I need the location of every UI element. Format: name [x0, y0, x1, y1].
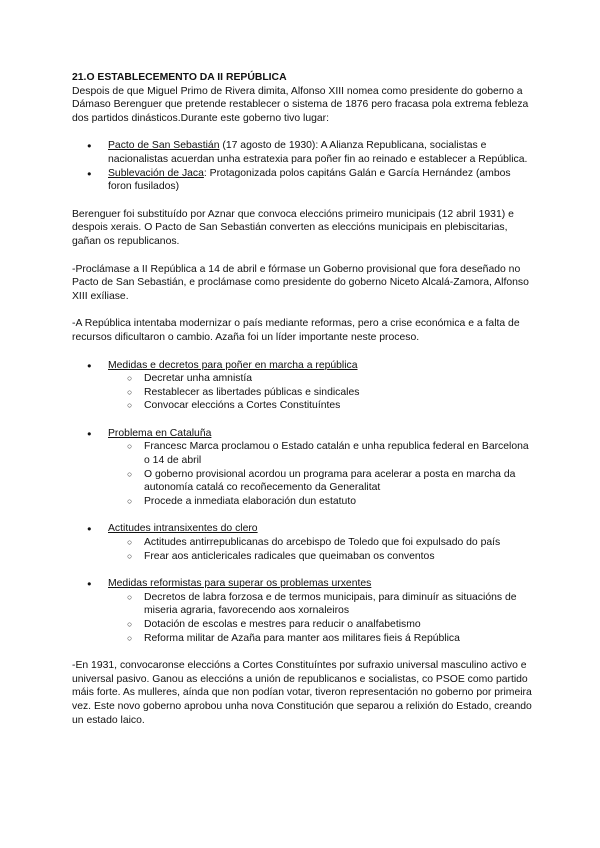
sub-list-item: ○ Frear aos anticlericales radicales que queimaban os conventos	[108, 550, 534, 564]
subitem-list	[108, 372, 534, 413]
elections-1931-paragraph: -En 1931, convocaronse eleccións a Cortes Constituíntes por sufraxio universal masculino activo e universal pasivo. Ganou as eleccións a unión de republicanos e socialistas, co PSOE como partido máis forte. As mulleres, aínda que non podían votar, tiveron representación no goberno por primeira vez. Este novo goberno aprobou unha nova Constitución que separou a relixión do Estado, creando un estado laico.	[72, 660, 532, 726]
sub-list-item: ○ Restablecer as libertades públicas e sindicales	[108, 386, 534, 400]
event-text: (17 agosto de 1930): A Alianza Republicana, socialistas e nacionalistas acuerdan unha estratexia para poñer fin ao reinado e establecer a República.	[108, 140, 528, 165]
section-item	[72, 577, 534, 645]
section-list	[72, 427, 534, 509]
section-heading: Medidas e decretos para poñer en marcha a república	[108, 359, 358, 371]
berenguer-paragraph: Berenguer foi substituído por Aznar que convoca eleccións primeiro municipais (12 abril 1931) e despois xerais. O Pacto de San Sebastián converten as eleccións municipais en plebiscitarias, gañan os republicanos.	[72, 208, 514, 247]
document-content	[72, 71, 534, 727]
page-title: 21.O ESTABLECEMENTO DA II REPÚBLICA	[72, 72, 287, 83]
subitem-list	[108, 440, 534, 508]
sub-list-item: ○ O goberno provisional acordou un programa para acelerar a posta en marcha da autonomía catalá co recoñecemento da Generalitat	[108, 468, 534, 495]
sub-list-item: ○ Reforma militar de Azaña para manter aos militares fieis á República	[108, 632, 534, 646]
event-text: : Protagonizada polos capitáns Galán e García Hernández (ambos foron fusilados)	[108, 167, 511, 193]
section-item	[72, 427, 534, 509]
section-list	[72, 522, 534, 563]
sub-list-item: ○ Decretar unha amnistía	[108, 372, 534, 386]
event-link: Pacto de San Sebastián	[108, 140, 220, 152]
section-item	[72, 359, 534, 413]
section-heading: Actitudes intransixentes do clero	[108, 523, 258, 535]
sub-list-item: ○ Decretos de labra forzosa e de termos municipais, para diminuír as situacións de miseria agraria, favorecendo aos xornaleiros	[108, 591, 534, 618]
sub-list-item: ○ Francesc Marca proclamou o Estado catalán e unha republica federal en Barcelona o 14 de abril	[108, 440, 534, 467]
sub-list-item: ○ Procede a inmediata elaboración dun estatuto	[108, 495, 534, 509]
proclamation-paragraph: -Proclámase a II República a 14 de abril e fórmase un Goberno provisional que fora deseñado no Pacto de San Sebastián, e proclámase como presidente do goberno Niceto Alcalá-Zamora, Alfonso XIII exíliase.	[72, 263, 529, 302]
list-item	[72, 167, 534, 194]
sub-list-item: ○ Convocar eleccións a Cortes Constituíntes	[108, 399, 534, 413]
event-link: Sublevación de Jaca	[108, 167, 204, 179]
intro-paragraph: Despois de que Miguel Primo de Rivera dimita, Alfonso XIII nomea como presidente do goberno a Dámaso Berenguer que pretende restablecer o sistema de 1876 pero fracasa pola extrema febleza dos partidos dinásticos.Durante este goberno tivo lugar:	[72, 85, 529, 124]
reforms-paragraph: -A República intentaba modernizar o país mediante reformas, pero a crise económica e a falta de recursos dificultaron o cambio. Azaña foi un líder importante neste proceso.	[72, 318, 520, 343]
section-list	[72, 577, 534, 645]
sub-list-item: ○ Actitudes antirrepublicanas do arcebispo de Toledo que foi expulsado do país	[108, 536, 534, 550]
section-heading: Medidas reformistas para superar os problemas urxentes	[108, 578, 372, 590]
section-list	[72, 359, 534, 413]
section-heading: Problema en Cataluña	[108, 427, 212, 439]
subitem-list	[108, 536, 534, 563]
events-list	[72, 139, 534, 193]
list-item	[72, 139, 534, 166]
subitem-list	[108, 591, 534, 645]
section-item	[72, 522, 534, 563]
sub-list-item: ○ Dotación de escolas e mestres para reducir o analfabetismo	[108, 618, 534, 632]
